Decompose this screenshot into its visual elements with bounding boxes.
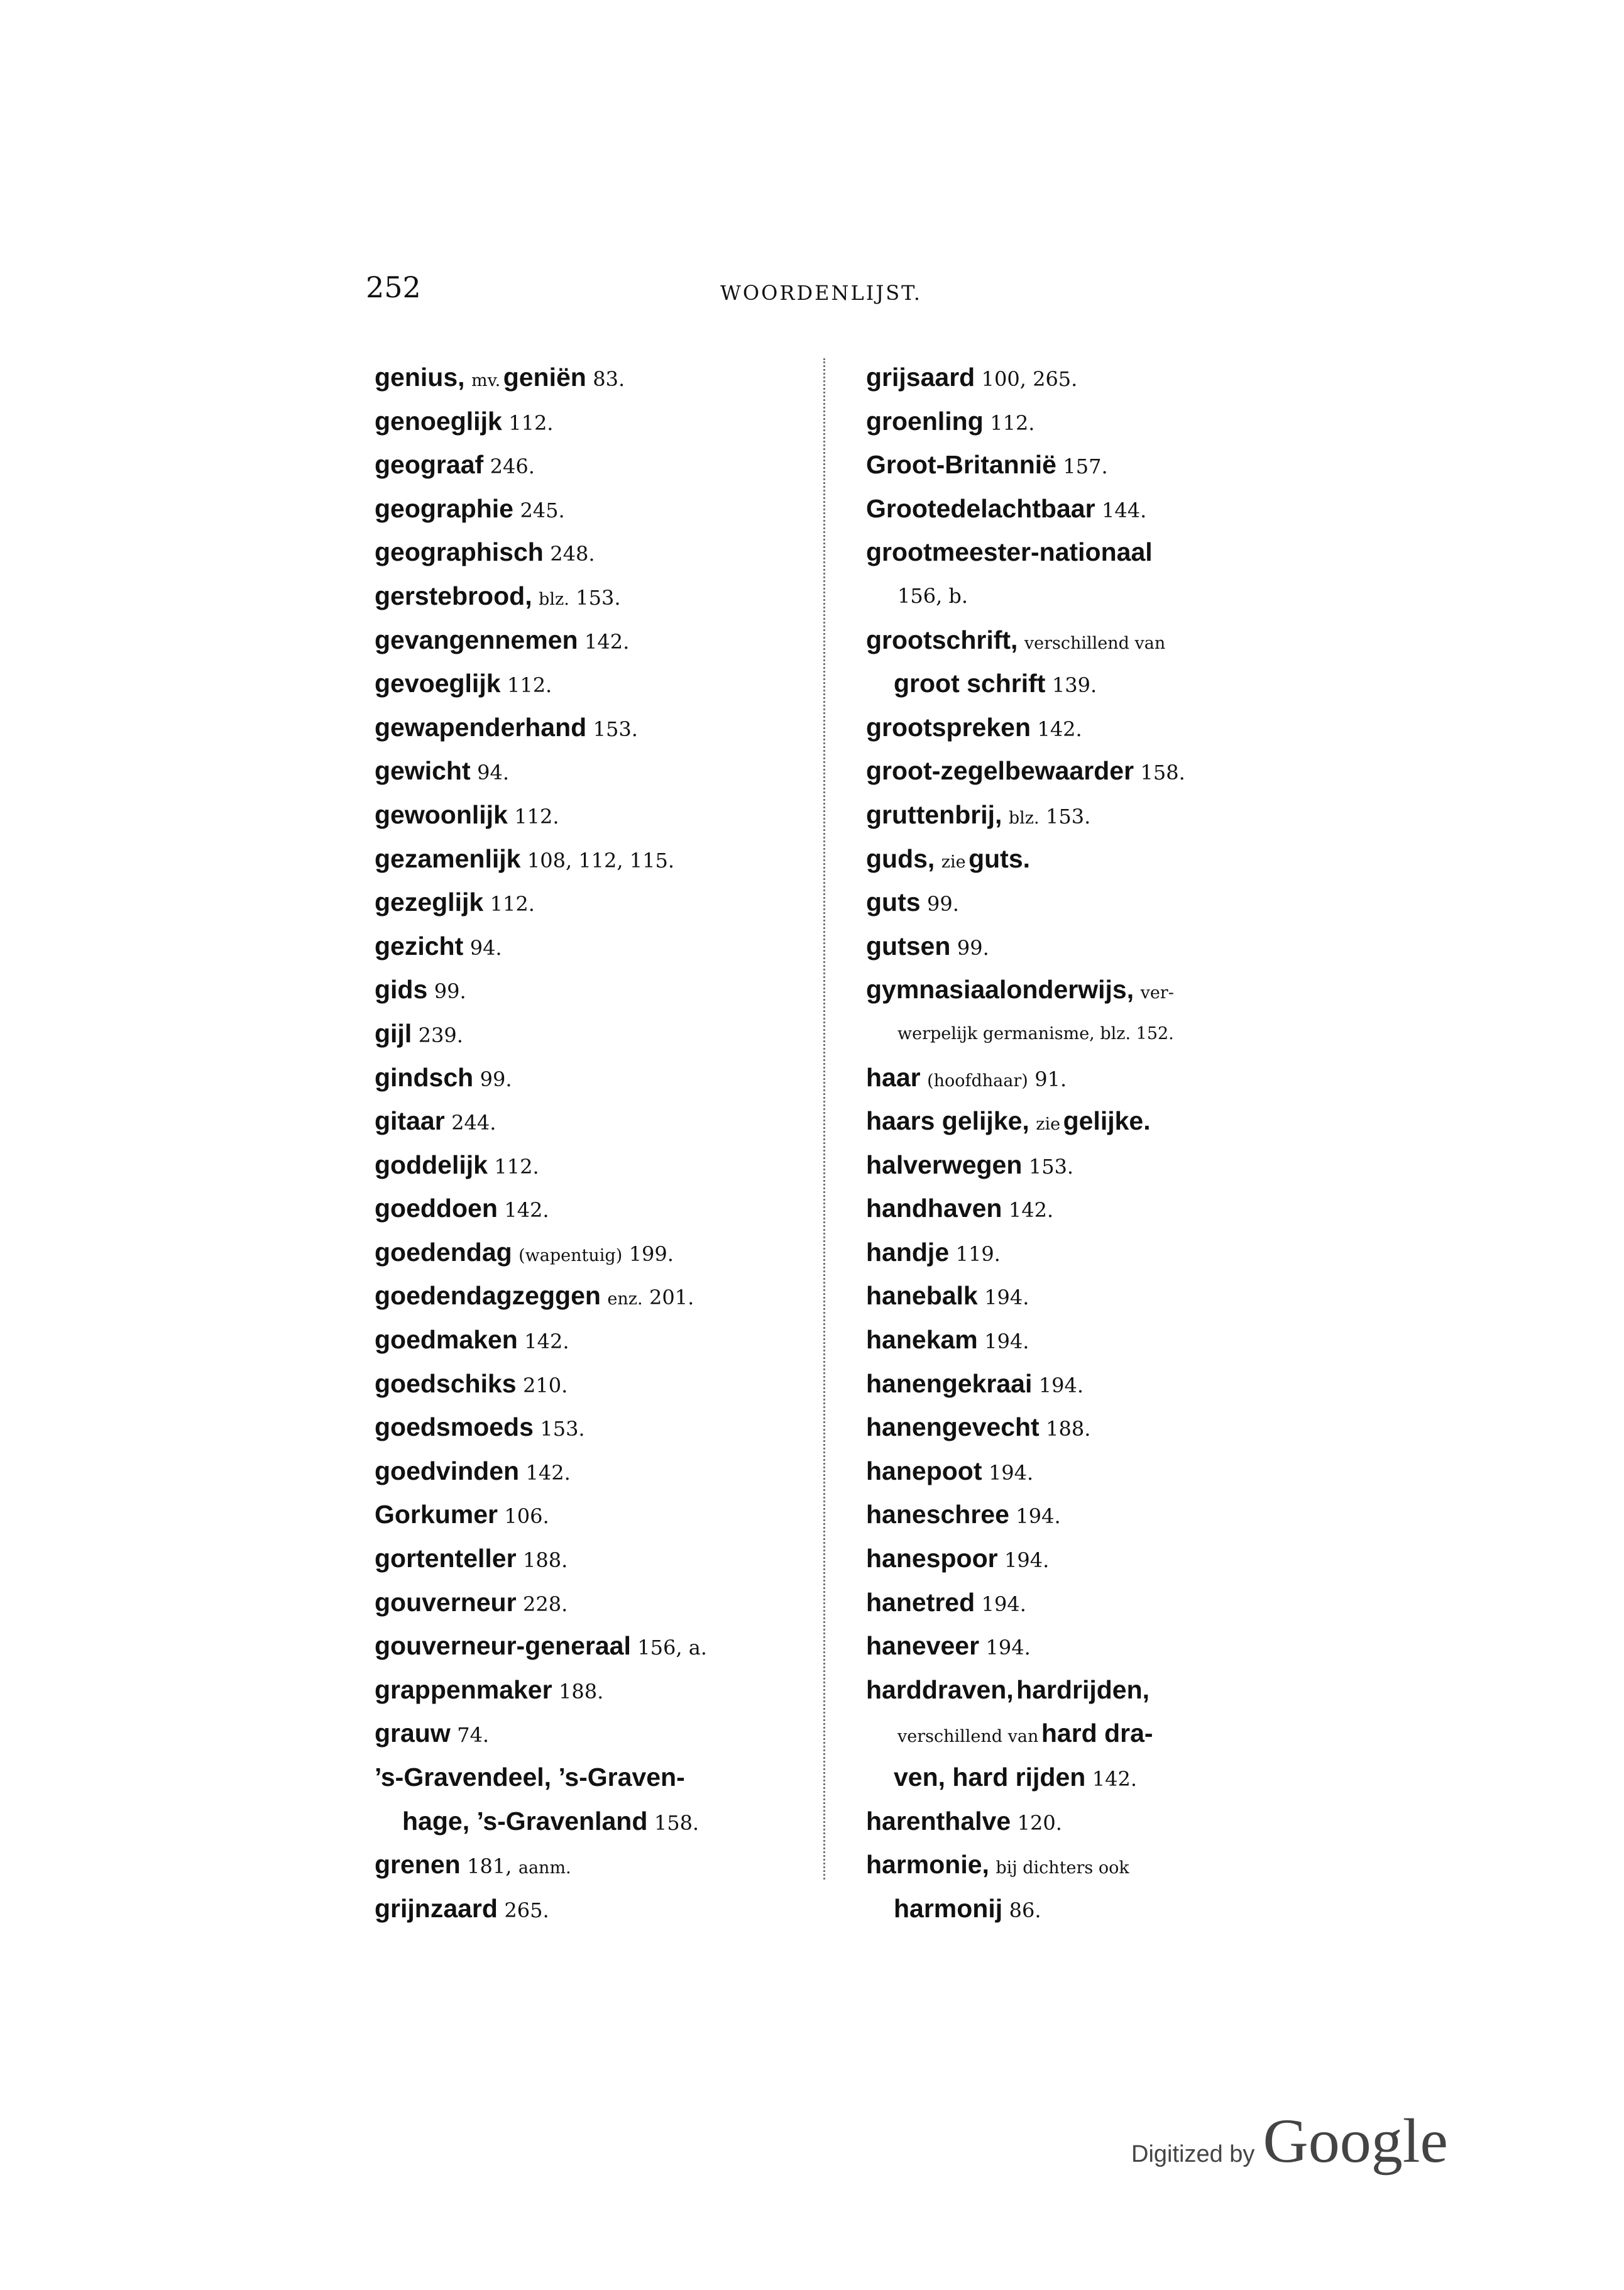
page-reference: 112. <box>507 673 552 698</box>
page-reference: 188. <box>559 1679 604 1704</box>
index-entry <box>866 837 1268 881</box>
index-entry <box>375 1012 802 1056</box>
page-reference: 142. <box>1037 717 1082 741</box>
page-reference: 210. <box>523 1373 568 1397</box>
index-entry <box>375 662 802 706</box>
headword: guts <box>866 888 921 917</box>
headword: gevangennemen <box>375 625 578 654</box>
index-entry <box>866 1668 1268 1712</box>
index-entry <box>375 443 802 487</box>
headword: hage, ’s-Gravenland <box>402 1806 648 1836</box>
page-reference: 194. <box>988 1460 1034 1485</box>
right-column <box>866 356 1268 1930</box>
page-reference: 112. <box>508 410 554 435</box>
index-entry <box>866 793 1268 837</box>
headword: goddelijk <box>375 1150 488 1179</box>
index-entry <box>375 793 802 837</box>
headword: grijsaard <box>866 363 975 392</box>
entry-note: aanm. <box>518 1858 571 1878</box>
index-entry <box>866 925 1268 969</box>
index-entry <box>866 575 1268 619</box>
page-reference: 194. <box>981 1592 1026 1616</box>
index-entry <box>866 1843 1268 1887</box>
entry-note: (hoofdhaar) <box>927 1071 1028 1091</box>
index-entry <box>375 1887 802 1931</box>
index-entry <box>375 881 802 925</box>
headword: handhaven <box>866 1194 1002 1223</box>
page-reference: 194. <box>1016 1504 1061 1529</box>
page-reference: 157. <box>1063 454 1108 479</box>
page-reference: 188. <box>523 1548 568 1573</box>
headword: harmonij <box>894 1893 1003 1923</box>
page-reference: 156, b. <box>897 583 968 608</box>
page-reference: 139. <box>1051 673 1097 698</box>
entry-note: werpelijk germanisme, blz. 152. <box>897 1023 1174 1043</box>
page-reference: 239. <box>418 1023 463 1047</box>
page-reference: 199. <box>628 1241 674 1266</box>
headword: geograaf <box>375 450 484 480</box>
headword: ven, hard rijden <box>894 1763 1086 1792</box>
headword: grappenmaker <box>375 1675 552 1704</box>
index-entry <box>375 1318 802 1362</box>
entry-note: blz. <box>539 589 569 609</box>
page-reference: 153. <box>576 585 621 610</box>
headword: haneschree <box>866 1500 1009 1529</box>
headword: hanengekraai <box>866 1368 1033 1398</box>
headword: halverwegen <box>866 1150 1023 1179</box>
page-reference: 144. <box>1102 498 1147 522</box>
headword: Gorkumer <box>375 1500 498 1529</box>
headword: goedmaken <box>375 1325 518 1355</box>
entry-note: ver- <box>1140 983 1174 1003</box>
headword: genius, <box>375 363 465 392</box>
index-entry <box>375 1712 802 1756</box>
index-entry <box>866 881 1268 925</box>
headword: gouverneur <box>375 1587 517 1617</box>
headword: groenling <box>866 406 984 436</box>
headword: hanepoot <box>866 1456 982 1485</box>
headword: goedendagzeggen <box>375 1281 601 1311</box>
index-entry <box>375 1362 802 1406</box>
headword: gewoonlijk <box>375 800 508 829</box>
headword: hanebalk <box>866 1281 978 1311</box>
running-head: WOORDENLIJST. <box>720 281 922 305</box>
headword: haars gelijke, <box>866 1106 1029 1136</box>
headword: Grootedelachtbaar <box>866 493 1095 523</box>
index-entry <box>375 837 802 881</box>
page-reference: 246. <box>490 454 535 479</box>
index-entry <box>866 1143 1268 1187</box>
headword: hanekam <box>866 1325 978 1355</box>
page-reference: 99. <box>957 935 989 960</box>
index-entry <box>866 1800 1268 1844</box>
digitized-by-text: Digitized by <box>1131 2141 1255 2167</box>
headword: grootmeester-nationaal <box>866 537 1153 567</box>
index-entry <box>375 1756 802 1800</box>
index-entry <box>375 925 802 969</box>
index-entry <box>375 1537 802 1581</box>
headword: grootspreken <box>866 712 1031 742</box>
page-reference: 194. <box>1004 1548 1050 1573</box>
page-reference: 248. <box>550 542 595 566</box>
headword: genoeglijk <box>375 406 502 436</box>
index-entry <box>375 1187 802 1231</box>
index-entry <box>866 619 1268 663</box>
headword: gouverneur-generaal <box>375 1631 631 1661</box>
index-entry <box>866 1887 1268 1931</box>
headword: gelijke. <box>1063 1106 1151 1136</box>
index-entry <box>375 1668 802 1712</box>
headword: grootschrift, <box>866 625 1018 654</box>
page-reference: 142. <box>525 1460 571 1485</box>
headword: hanespoor <box>866 1544 998 1573</box>
headword: groot schrift <box>894 669 1046 698</box>
index-entry <box>375 487 802 531</box>
page-reference: 142. <box>524 1329 569 1354</box>
index-entry <box>375 1624 802 1668</box>
headword: gevoeglijk <box>375 669 501 698</box>
page-reference: 142. <box>504 1198 549 1223</box>
headword: goeddoen <box>375 1194 498 1223</box>
index-entry <box>866 356 1268 400</box>
headword: hard dra- <box>1041 1719 1153 1748</box>
index-entry <box>375 1056 802 1100</box>
page-reference: 112. <box>494 1154 539 1179</box>
page-reference: 142. <box>1008 1198 1054 1223</box>
index-entry <box>375 1450 802 1494</box>
headword: geographisch <box>375 537 544 567</box>
left-column <box>375 356 802 1930</box>
page-reference: 94. <box>469 935 502 960</box>
entry-note: verschillend van <box>1024 633 1166 653</box>
page-reference: 120. <box>1017 1810 1062 1835</box>
page-reference: 194. <box>984 1285 1029 1310</box>
index-entry <box>866 1274 1268 1318</box>
page-reference: 106. <box>504 1504 549 1529</box>
headword: grenen <box>375 1850 461 1880</box>
digitized-by-google-logo <box>1131 2105 1448 2177</box>
page-reference: 156, a. <box>637 1636 707 1660</box>
headword: hardrijden, <box>1016 1675 1150 1704</box>
index-entry <box>375 619 802 663</box>
headword: guts. <box>968 844 1031 873</box>
index-entry <box>866 1581 1268 1625</box>
index-entry <box>375 1800 802 1844</box>
index-entry <box>866 706 1268 750</box>
entry-note: (wapentuig) <box>518 1245 623 1265</box>
headword: gymnasiaalonderwijs, <box>866 975 1134 1005</box>
index-entry <box>866 968 1268 1012</box>
page-reference: 265. <box>504 1898 549 1922</box>
headword: gijl <box>375 1018 412 1048</box>
index-entry <box>866 1756 1268 1800</box>
index-entry <box>375 400 802 444</box>
page-reference: 94. <box>477 761 509 785</box>
page-reference: 153. <box>540 1417 585 1441</box>
page-reference: 119. <box>955 1241 1001 1266</box>
page-reference: 99. <box>480 1067 512 1091</box>
index-entry <box>866 443 1268 487</box>
index-entry <box>866 531 1268 575</box>
index-entry <box>866 1537 1268 1581</box>
headword: geniën <box>503 363 586 392</box>
entry-note: zie <box>1036 1115 1061 1135</box>
index-entry <box>866 1187 1268 1231</box>
headword: goedsmoeds <box>375 1412 534 1442</box>
headword: goedendag <box>375 1237 512 1267</box>
headword: grauw <box>375 1719 451 1748</box>
headword: Groot-Britannië <box>866 450 1056 480</box>
page-reference: 74. <box>457 1723 490 1748</box>
index-entry <box>375 1231 802 1275</box>
headword: haar <box>866 1062 921 1092</box>
headword: gids <box>375 975 428 1005</box>
index-entry <box>866 1493 1268 1537</box>
page-reference: 153. <box>1046 804 1091 828</box>
index-entry <box>866 1362 1268 1406</box>
headword: hanetred <box>866 1587 975 1617</box>
page-reference: 201. <box>649 1285 694 1310</box>
page-reference: 244. <box>451 1111 497 1135</box>
index-entry <box>866 400 1268 444</box>
index-entry <box>375 1099 802 1143</box>
headword: goedschiks <box>375 1368 517 1398</box>
index-entry <box>375 1843 802 1887</box>
page-reference: 86. <box>1009 1898 1041 1922</box>
index-entry <box>866 1406 1268 1450</box>
index-entry <box>375 531 802 575</box>
page-reference: 181, <box>467 1854 512 1879</box>
headword: gezeglijk <box>375 888 484 917</box>
headword: grijnzaard <box>375 1893 498 1923</box>
page-reference: 112. <box>514 804 559 828</box>
index-entry <box>866 1099 1268 1143</box>
entry-note: blz. <box>1008 808 1040 828</box>
index-entry <box>866 1012 1268 1056</box>
page-reference: 142. <box>584 629 630 654</box>
headword: harddraven, <box>866 1675 1014 1704</box>
page-reference: 228. <box>523 1592 568 1616</box>
page-reference: 194. <box>985 1636 1031 1660</box>
page-number: 252 <box>366 270 421 304</box>
index-entry <box>866 1318 1268 1362</box>
entry-note: enz. <box>607 1289 643 1309</box>
entry-note: mv. <box>471 371 501 390</box>
headword: gutsen <box>866 931 951 961</box>
index-entry <box>375 1493 802 1537</box>
index-entry <box>866 749 1268 793</box>
index-entry <box>866 1450 1268 1494</box>
headword: handje <box>866 1237 950 1267</box>
page-reference: 108, 112, 115. <box>527 848 674 873</box>
column-divider <box>823 358 827 1880</box>
headword: harenthalve <box>866 1806 1011 1836</box>
index-entry <box>375 706 802 750</box>
page-reference: 158. <box>1140 761 1185 785</box>
headword: groot-zegelbewaarder <box>866 756 1134 786</box>
headword: ’s-Gravendeel, ’s-Graven- <box>375 1763 685 1792</box>
page-reference: 100, 265. <box>981 367 1078 391</box>
index-entry <box>866 1231 1268 1275</box>
page-reference: 188. <box>1046 1417 1091 1441</box>
page-reference: 153. <box>593 717 638 741</box>
page-reference: 153. <box>1028 1154 1074 1179</box>
page-reference: 194. <box>984 1329 1029 1354</box>
index-entry <box>375 1143 802 1187</box>
index-entry <box>375 356 802 400</box>
headword: gruttenbrij, <box>866 800 1002 829</box>
google-logo: Google <box>1263 2106 1448 2176</box>
headword: gezamenlijk <box>375 844 521 873</box>
headword: haneveer <box>866 1631 980 1661</box>
page-reference: 91. <box>1034 1067 1067 1091</box>
index-entry <box>375 1581 802 1625</box>
entry-note: verschillend van <box>897 1727 1039 1747</box>
index-entry <box>375 1406 802 1450</box>
index-entry <box>866 662 1268 706</box>
headword: harmonie, <box>866 1850 989 1880</box>
page-reference: 142. <box>1092 1767 1138 1791</box>
index-entry <box>375 968 802 1012</box>
headword: gitaar <box>375 1106 445 1136</box>
page-reference: 112. <box>490 892 535 917</box>
headword: gezicht <box>375 931 464 961</box>
page-reference: 245. <box>520 498 565 522</box>
headword: gewicht <box>375 756 471 786</box>
page-reference: 158. <box>654 1810 700 1835</box>
index-entry <box>866 487 1268 531</box>
page-reference: 112. <box>990 410 1035 435</box>
index-entry <box>375 575 802 619</box>
headword: gewapenderhand <box>375 712 587 742</box>
headword: gerstebrood, <box>375 581 532 610</box>
headword: hanengevecht <box>866 1412 1040 1442</box>
index-entry <box>866 1712 1268 1756</box>
page-reference: 99. <box>927 892 959 917</box>
index-entry <box>375 749 802 793</box>
headword: gortenteller <box>375 1544 517 1573</box>
headword: guds, <box>866 844 935 873</box>
entry-note: bij dichters ook <box>996 1858 1129 1878</box>
page-reference: 99. <box>434 979 466 1004</box>
page-reference: 194. <box>1038 1373 1084 1397</box>
headword: geographie <box>375 493 513 523</box>
index-entry <box>866 1624 1268 1668</box>
headword: gindsch <box>375 1062 474 1092</box>
index-entry <box>866 1056 1268 1100</box>
entry-note: zie <box>941 852 966 872</box>
index-entry <box>375 1274 802 1318</box>
page-reference: 83. <box>593 367 625 391</box>
headword: goedvinden <box>375 1456 520 1485</box>
